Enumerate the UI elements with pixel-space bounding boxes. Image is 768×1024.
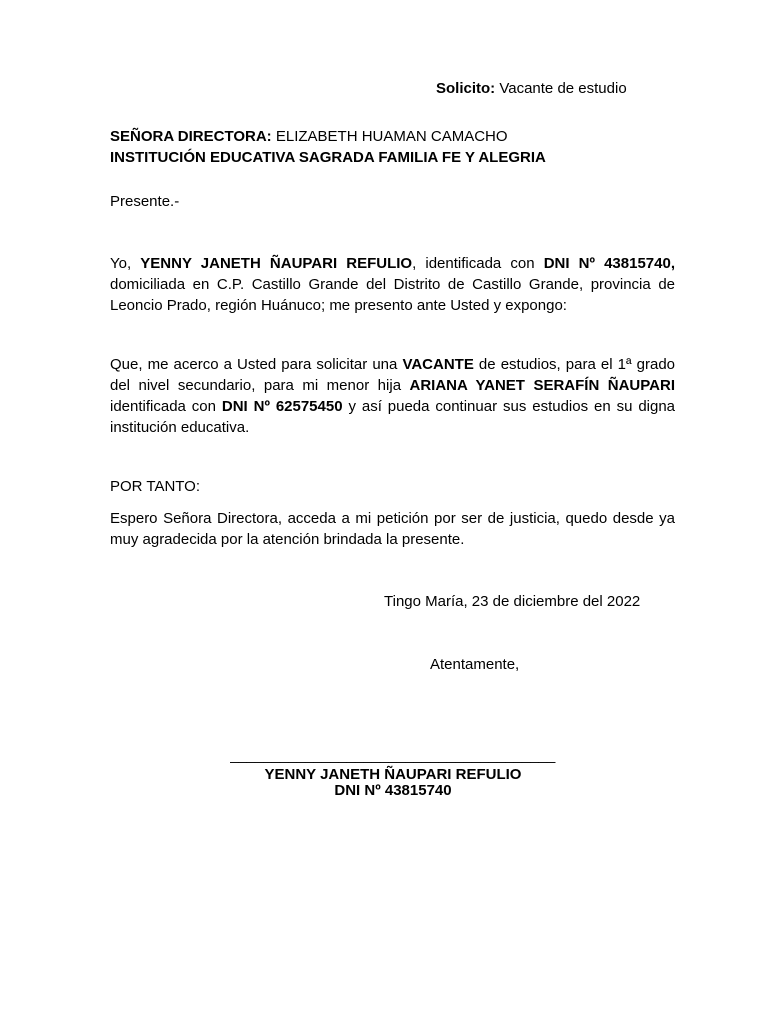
p1-text-3: domiciliada en C.P. Castillo Grande del Distrito de Castillo Grande, provincia de Leoncio Prado, región Huánuco; me presento ante Usted y expongo: — [110, 276, 675, 314]
paragraph-closing-request: Espero Señora Directora, acceda a mi petición por ser de justicia, quedo desde ya muy agradecida por la atención brindada la presente. — [110, 510, 675, 548]
child-name: ARIANA YANET SERAFÍN ÑAUPARI — [409, 377, 675, 394]
por-tanto: POR TANTO: — [110, 478, 201, 495]
recipient-title-label: SEÑORA DIRECTORA: — [110, 128, 272, 145]
p2-text-2: de estudios, para el 1ª grado del nivel secundario, para mi menor hija — [110, 356, 676, 394]
greeting: Presente.- — [110, 193, 180, 210]
subject-line — [436, 78, 627, 99]
closing-salutation: Atentamente, — [430, 656, 520, 673]
applicant-dni: DNI Nº 43815740, — [543, 255, 675, 272]
paragraph-request — [110, 354, 675, 438]
p1-text-1: Yo, — [110, 255, 141, 272]
p2-text-4: y así pueda continuar sus estudios en su digna institución educativa. — [110, 398, 676, 436]
recipient-title-line — [110, 126, 675, 147]
recipient-institution: INSTITUCIÓN EDUCATIVA SAGRADA FAMILIA FE Y ALEGRIA — [110, 149, 546, 166]
vacante-word: VACANTE — [402, 356, 474, 373]
subject-label: Solicito: — [436, 80, 496, 97]
recipient-block — [110, 126, 675, 168]
p1-text-2: , identificada con — [412, 255, 544, 272]
signature-dni: DNI Nº 43815740 — [334, 782, 452, 799]
applicant-name: YENNY JANETH ÑAUPARI REFULIO — [140, 255, 413, 272]
place-date: Tingo María, 23 de diciembre del 2022 — [384, 593, 641, 610]
child-dni: DNI Nº 62575450 — [221, 398, 343, 415]
signature-name: YENNY JANETH ÑAUPARI REFULIO — [264, 766, 522, 783]
signature-line: _______________________________________ — [230, 747, 556, 764]
paragraph-identification — [110, 253, 675, 316]
recipient-name: ELIZABETH HUAMAN CAMACHO — [275, 128, 508, 145]
p2-text-3: identificada con — [110, 398, 222, 415]
subject-value: Vacante de estudio — [499, 80, 627, 97]
p2-text-1: Que, me acerco a Usted para solicitar una — [110, 356, 403, 373]
